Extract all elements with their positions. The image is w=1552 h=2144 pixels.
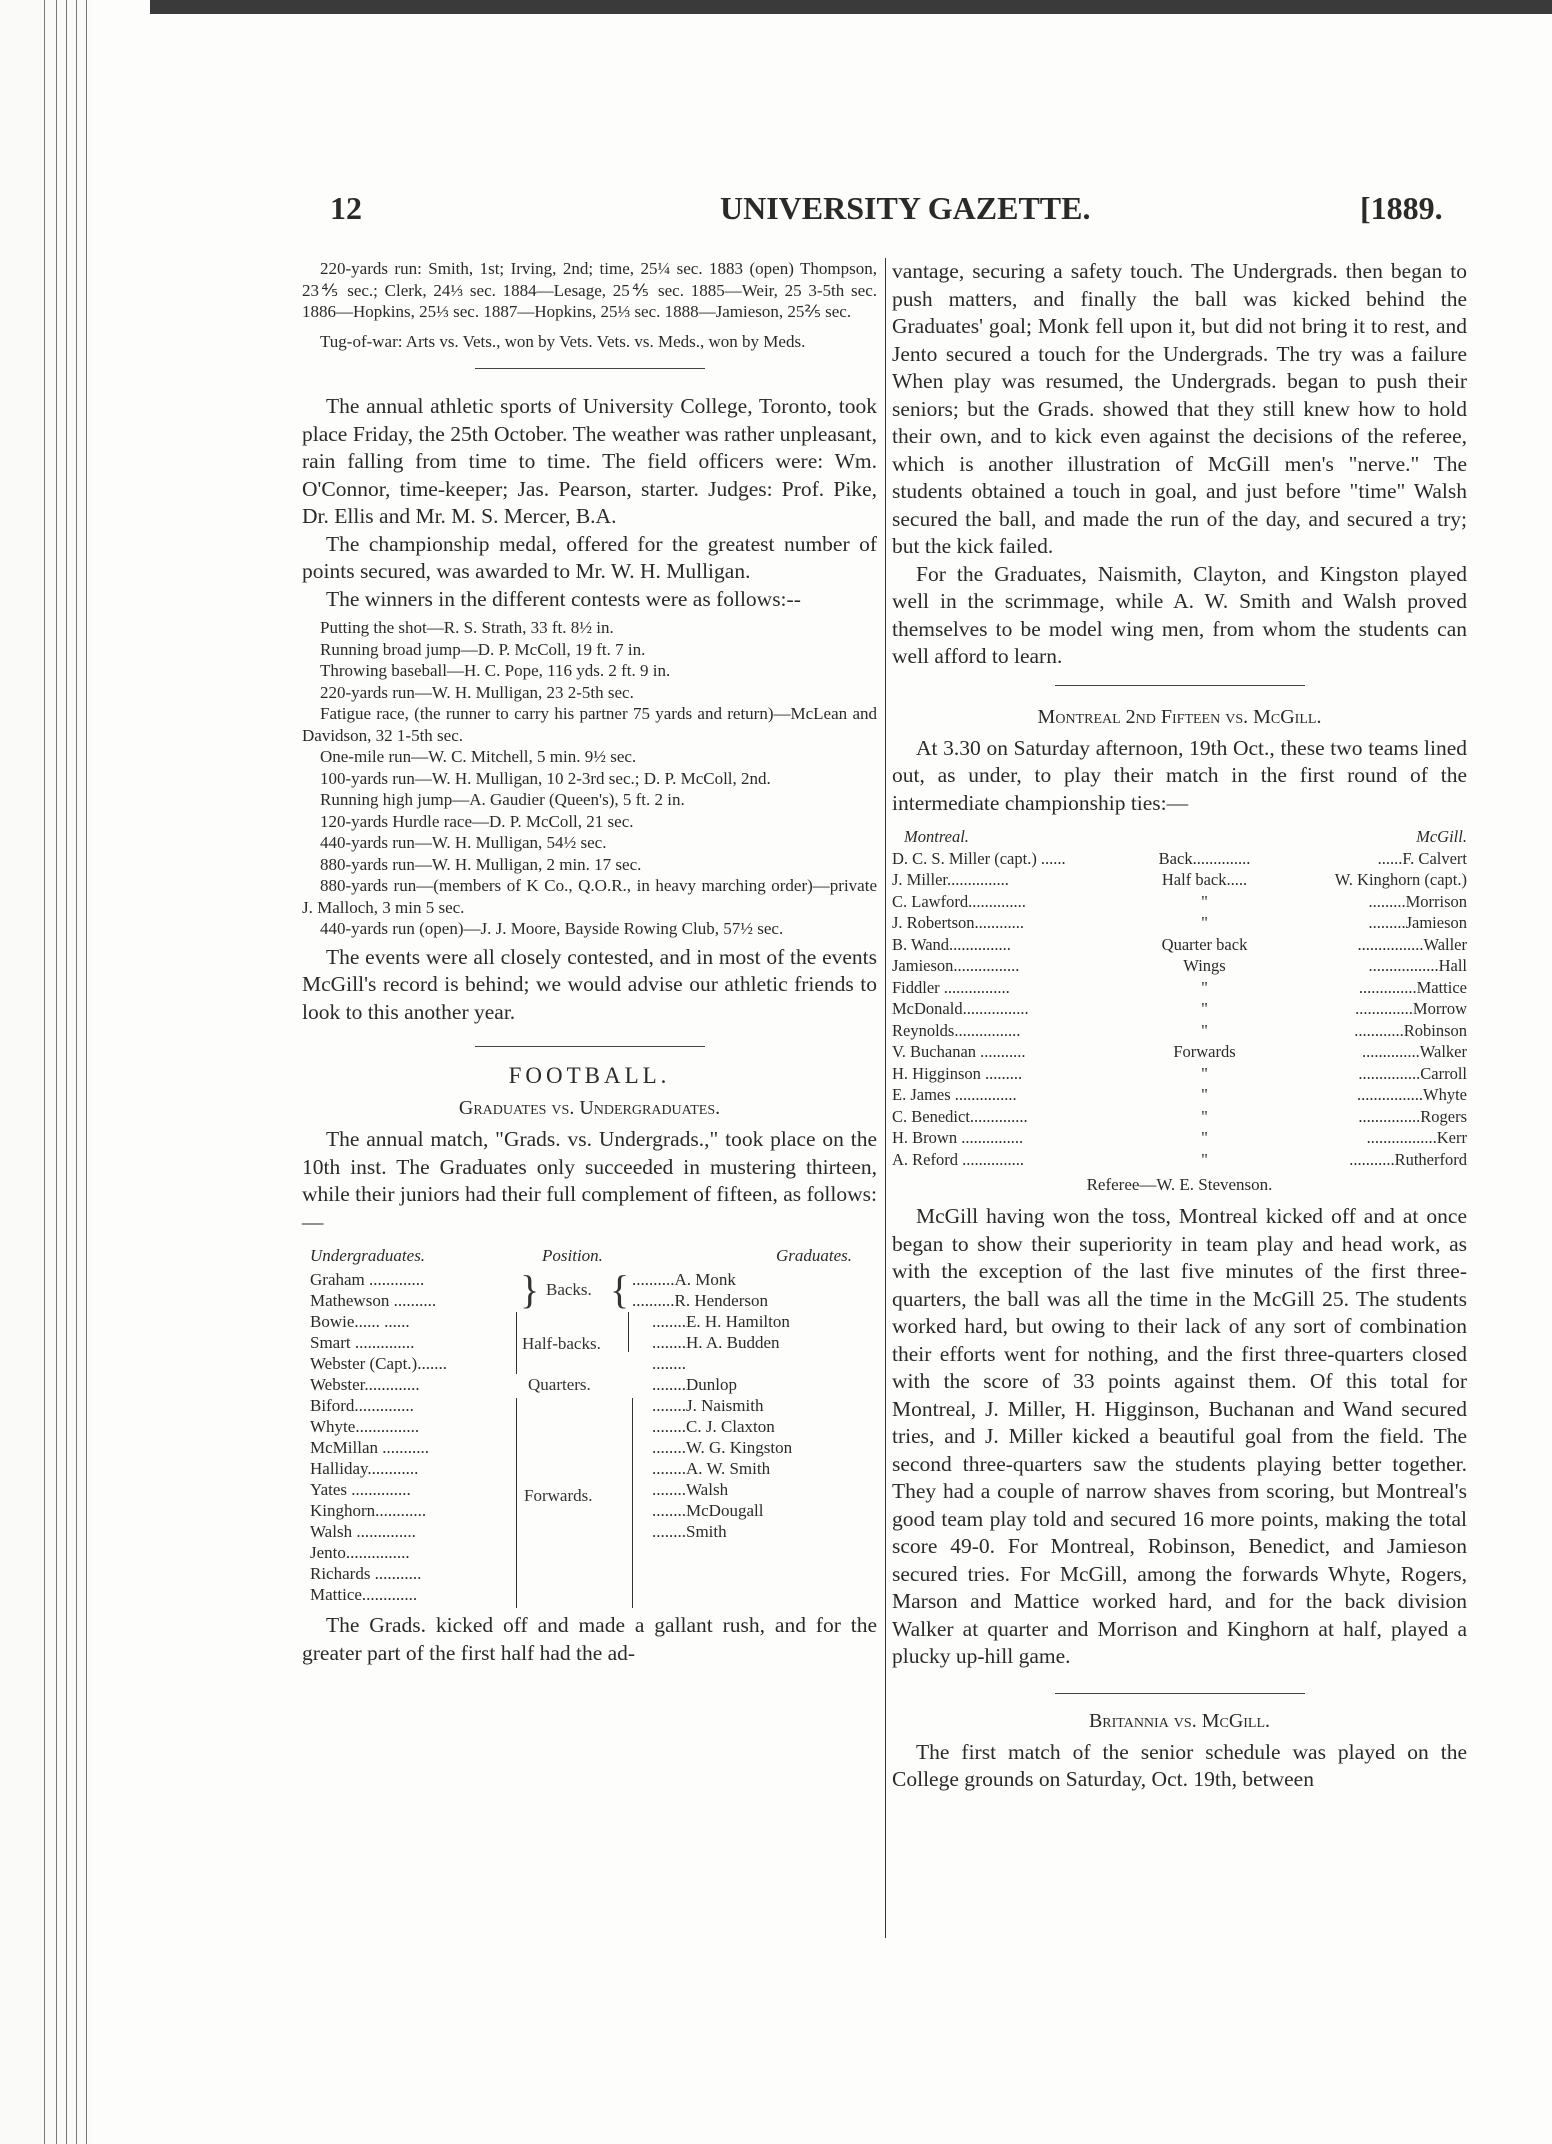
separator-rule <box>475 368 705 369</box>
montreal-intro-paragraph: At 3.30 on Saturday afternoon, 19th Oct., these two teams lined out, as under, to play their match in the first round of the intermediate championship ties:— <box>892 735 1467 815</box>
roster-graduate: ........Dunlop <box>652 1375 737 1394</box>
lineup-header-mcgill: McGill. <box>1416 827 1467 846</box>
grads-vs-undergrads-heading: Graduates vs. Undergraduates. <box>458 1097 721 1119</box>
lineup-montreal: D. C. S. Miller (capt.) ...... <box>892 848 1066 868</box>
brace-right <box>628 1312 637 1352</box>
brace-right: { <box>610 1267 630 1312</box>
lineup-position: " <box>1201 977 1208 997</box>
position-backs: Backs. <box>546 1280 592 1299</box>
position-forwards: Forwards. <box>524 1486 593 1505</box>
roster-undergrad: Smart .............. <box>310 1333 415 1352</box>
brace-left <box>508 1312 517 1374</box>
montreal-vs-mcgill-heading: Montreal 2nd Fifteen vs. McGill. <box>1037 705 1322 728</box>
roster-graduate: ........W. G. Kingston <box>652 1438 793 1457</box>
top-edge-shadow <box>150 0 1552 14</box>
header-year: [1889. <box>1360 190 1443 226</box>
lineup-position: " <box>1201 1149 1208 1169</box>
roster-graduate: ........C. J. Claxton <box>652 1417 775 1436</box>
column-divider <box>885 258 886 1938</box>
grads-praise-paragraph: For the Graduates, Naismith, Clayton, and Kingston played well in the scrimmage, while A. W. Smith and Walsh proved themselves to be model wing men, from whom the students can well afford to learn. <box>892 561 1467 668</box>
roster-undergrad: Halliday............ <box>310 1459 419 1478</box>
roster-undergrad: Mattice............. <box>310 1585 418 1604</box>
result-item: Running high jump—A. Gaudier (Queen's), 5 ft. 2 in. <box>320 790 685 809</box>
lineup-mcgill: .........Morrison <box>1368 891 1467 911</box>
roster-row <box>302 1354 877 1375</box>
championship-paragraph: The championship medal, offered for the greatest number of points secured, was awarded to Mr. W. H. Mulligan. <box>302 531 877 583</box>
lineup-mcgill: ...............Rogers <box>1358 1106 1467 1126</box>
roster-graduate: ..........R. Henderson <box>632 1291 768 1310</box>
lineup-row <box>892 1085 1467 1107</box>
result-item: 880-yards run—W. H. Mulligan, 2 min. 17 sec. <box>320 854 642 874</box>
lineup-position: " <box>1201 891 1208 911</box>
roster-row <box>302 1543 877 1564</box>
page-binding <box>0 0 92 2144</box>
roster-header-undergraduates: Undergraduates. <box>310 1246 426 1265</box>
kickoff-paragraph: The Grads. kicked off and made a gallant rush, and for the greater part of the first half had the ad- <box>302 1613 877 1665</box>
roster-undergrad: McMillan ........... <box>310 1438 429 1457</box>
lineup-row <box>892 892 1467 914</box>
lineup-montreal: C. Lawford.............. <box>892 891 1026 911</box>
lineup-mcgill: ...........Rutherford <box>1349 1149 1467 1169</box>
roster-undergrad: Bowie...... ...... <box>310 1312 410 1331</box>
lineup-row <box>892 935 1467 957</box>
roster-row <box>302 1522 877 1543</box>
lineup-position: Quarter back <box>1161 934 1248 954</box>
lineup-montreal: C. Benedict.............. <box>892 1106 1028 1126</box>
roster-graduate: ........Smith <box>652 1522 727 1541</box>
lineup-montreal: H. Higginson ......... <box>892 1063 1023 1083</box>
result-item: Fatigue race, (the runner to carry his partner 75 yards and return)—McLean and Davidson, 32 1-5th sec. <box>302 704 877 745</box>
roster-row <box>302 1438 877 1459</box>
brace-left: } <box>520 1267 540 1312</box>
roster-undergrad: Walsh .............. <box>310 1522 416 1541</box>
roster-row <box>302 1564 877 1585</box>
football-heading: FOOTBALL. <box>508 1063 671 1088</box>
result-item: 100-yards run—W. H. Mulligan, 10 2-3rd sec.; D. P. McColl, 2nd. <box>320 768 771 788</box>
roster-undergrad: Richards ........... <box>310 1564 422 1583</box>
roster-graduate: ........J. Naismith <box>652 1396 764 1415</box>
lineup-mcgill: ............Robinson <box>1354 1020 1467 1040</box>
lineup-mcgill: ................Waller <box>1357 934 1467 954</box>
lineup-mcgill: ..............Morrow <box>1355 999 1467 1018</box>
page-title: UNIVERSITY GAZETTE. <box>720 190 1091 226</box>
lineup-mcgill: .........Jamieson <box>1368 913 1467 932</box>
lineup-mcgill: ..............Walker <box>1362 1042 1467 1061</box>
closing-paragraph: The events were all closely contested, and in most of the events McGill's record is behind; we would advise our athletic friends to look to this another year. <box>302 944 877 1024</box>
roster-graduate: ........E. H. Hamilton <box>652 1312 790 1331</box>
roster-undergrad: Kinghorn............ <box>310 1501 427 1520</box>
roster-header-position: Position. <box>542 1246 603 1265</box>
lineup-montreal: H. Brown ............... <box>892 1128 1024 1147</box>
lineup-mcgill: W. Kinghorn (capt.) <box>1334 870 1467 889</box>
lineup-montreal: J. Miller............... <box>892 870 1009 889</box>
roster-undergrad: Whyte............... <box>310 1417 420 1436</box>
britannia-vs-mcgill-heading: Britannia vs. McGill. <box>1088 1709 1271 1732</box>
lineup-mcgill: ...............Carroll <box>1358 1063 1467 1083</box>
britannia-paragraph: The first match of the senior schedule was played on the College grounds on Saturday, Oct. 19th, between <box>892 1739 1467 1791</box>
lineup-mcgill: .................Kerr <box>1366 1128 1467 1147</box>
lineup-montreal: J. Robertson............ <box>892 913 1024 932</box>
result-item: 120-yards Hurdle race—D. P. McColl, 21 sec. <box>320 811 634 831</box>
result-item: Running broad jump—D. P. McColl, 19 ft. 7 in. <box>320 639 646 659</box>
left-column <box>302 258 877 1667</box>
lineup-position: Back.............. <box>1158 848 1251 868</box>
lineup-row <box>892 956 1467 978</box>
lineup-row <box>892 978 1467 1000</box>
lineup-position: " <box>1201 1063 1208 1083</box>
lineup-row <box>892 1128 1467 1150</box>
roster-row <box>302 1459 877 1480</box>
position-half-backs: Half-backs. <box>522 1334 601 1353</box>
lineup-montreal: Jamieson................ <box>892 956 1020 975</box>
page-header <box>330 190 1450 230</box>
roster-graduate: ..........A. Monk <box>632 1270 736 1289</box>
lineup-row <box>892 870 1467 892</box>
roster-row <box>302 1396 877 1417</box>
separator-rule <box>1055 1693 1305 1694</box>
roster-graduate: ........Walsh <box>652 1480 729 1499</box>
roster-header-graduates: Graduates. <box>776 1246 853 1265</box>
lineup-montreal: Reynolds................ <box>892 1020 1021 1040</box>
roster-undergrad: Mathewson .......... <box>310 1291 437 1310</box>
roster-row <box>302 1585 877 1606</box>
result-item: Throwing baseball—H. C. Pope, 116 yds. 2 ft. 9 in. <box>320 661 671 680</box>
lineup-row <box>892 1064 1467 1086</box>
right-column <box>892 258 1467 1794</box>
roster-graduate: ........ <box>652 1354 686 1373</box>
toronto-sports-paragraph: The annual athletic sports of University College, Toronto, took place Friday, the 25th October. The weather was rather unpleasant, rain falling from time to time. The field officers were: Wm. O'Connor, time-keeper; Jas. Pearson, starter. Judges: Prof. Pike, Dr. Ellis and Mr. M. S. Mercer, B.A. <box>302 394 877 528</box>
lineup-position: " <box>1201 1085 1208 1104</box>
roster-undergrad: Jento............... <box>310 1543 410 1562</box>
separator-rule <box>1055 685 1305 686</box>
roster-undergrad: Yates .............. <box>310 1480 411 1499</box>
lineup-montreal: McDonald................ <box>892 999 1029 1018</box>
grads-roster-table <box>302 1246 877 1610</box>
lineup-position: " <box>1201 1020 1208 1040</box>
lineup-position: Forwards <box>1173 1042 1236 1061</box>
roster-header-row <box>302 1246 877 1270</box>
roster-graduate: ........H. A. Budden <box>652 1333 780 1352</box>
lineup-position: " <box>1201 1106 1208 1126</box>
lineup-mcgill: .................Hall <box>1368 956 1467 975</box>
grads-match-intro: The annual match, "Grads. vs. Undergrads.," took place on the 10th inst. The Graduates only succeeded in mustering thirteen, while their juniors had their full complement of fifteen, as follows:— <box>302 1127 877 1234</box>
result-item: Putting the shot—R. S. Strath, 33 ft. 8½ in. <box>320 618 614 637</box>
roster-undergrad: Graham ............. <box>310 1270 425 1289</box>
brace-left <box>508 1398 517 1608</box>
lineup-row <box>892 1150 1467 1172</box>
results-list <box>302 617 877 940</box>
winners-intro-paragraph: The winners in the different contests were as follows:-- <box>326 586 801 611</box>
lineup-position: Half back..... <box>1161 870 1248 889</box>
result-item: 220-yards run—W. H. Mulligan, 23 2-5th sec. <box>320 682 634 702</box>
result-item: One-mile run—W. C. Mitchell, 5 min. 9½ sec. <box>320 747 637 766</box>
lineup-row <box>892 1042 1467 1064</box>
page-number: 12 <box>330 190 362 226</box>
roster-row <box>302 1417 877 1438</box>
roster-graduate: ........McDougall <box>652 1501 764 1520</box>
referee-line: Referee—W. E. Stevenson. <box>1086 1175 1273 1194</box>
grads-match-continuation: vantage, securing a safety touch. The Undergrads. then began to push matters, and finally the ball was kicked behind the Graduates' goal; Monk fell upon it, but did not bring it to rest, and Jento secured a touch for the Undergrads. The try was a failure When play was resumed, the Undergrads. began to push their seniors; but the Grads. showed that they still knew how to hold their own, and to kick even against the decisions of the referee, which is another illustration of McGill men's "nerve." The students obtained a touch in goal, and just before "time" Walsh secured the ball, and made the run of the day, and secured a try; but the kick failed. <box>892 259 1467 558</box>
result-item: 440-yards run (open)—J. J. Moore, Bayside Rowing Club, 57½ sec. <box>320 919 784 938</box>
result-item: 440-yards run—W. H. Mulligan, 54½ sec. <box>320 833 607 852</box>
lineup-montreal: A. Reford ............... <box>892 1149 1024 1169</box>
lineup-row <box>892 1107 1467 1129</box>
brace-right <box>632 1398 641 1608</box>
lineup-row <box>892 1021 1467 1043</box>
roster-undergrad: Webster (Capt.)....... <box>310 1354 447 1373</box>
lineup-position: Wings <box>1183 956 1226 975</box>
lineup-row <box>892 849 1467 871</box>
lineup-row <box>892 913 1467 935</box>
lineup-montreal: B. Wand............... <box>892 934 1011 954</box>
records-paragraph: 220-yards run: Smith, 1st; Irving, 2nd; time, 25¼ sec. 1883 (open) Thompson, 23⅘ sec.; Clerk, 24⅓ sec. 1884—Lesage, 25⅘ sec. 1885—Weir, 25 3-5th sec. 1886—Hopkins, 25⅓ sec. 1887—Hopkins, 25⅓ sec. 1888—Jamieson, 25⅖ sec. <box>302 259 877 321</box>
lineup-row <box>892 999 1467 1021</box>
lineup-montreal: V. Buchanan ........... <box>892 1042 1026 1061</box>
separator-rule <box>475 1046 705 1047</box>
roster-row <box>302 1312 877 1333</box>
lineup-montreal: E. James ............... <box>892 1085 1017 1104</box>
montreal-match-paragraph: McGill having won the toss, Montreal kicked off and at once began to show their superiority in team play and head work, as with the exception of the last five minutes of the first three-quarters, the ball was all the time in the McGill 25. The students worked hard, but owing to their lack of any sort of combination their efforts went for nothing, and the first three-quarters closed with the score of 33 points against them. Of this total for Montreal, J. Miller, H. Higginson, Buchanan and Wand secured tries, and J. Miller kicked a beautiful goal from the field. The second three-quarters saw the students playing better together. They had a couple of narrow shaves from scoring, but Montreal's good team play told and secured 16 more points, making the total score 49-0. For Montreal, Robinson, Benedict, and Jamieson secured tries. For McGill, among the forwards Whyte, Rogers, Marson and Mattice worked hard, and for the back division Walker at quarter and Morrison and Kinghorn at half, played a plucky up-hill game. <box>892 1204 1467 1668</box>
position-quarters: Quarters. <box>528 1375 591 1394</box>
result-item: 880-yards run—(members of K Co., Q.O.R., in heavy marching order)—private J. Malloch, 3 min 5 sec. <box>302 876 877 917</box>
montreal-lineup-table <box>892 827 1467 1171</box>
roster-undergrad: Webster............. <box>310 1375 420 1394</box>
tug-of-war-paragraph: Tug-of-war: Arts vs. Vets., won by Vets. Vets. vs. Meds., won by Meds. <box>320 331 806 351</box>
lineup-header-montreal: Montreal. <box>904 827 969 846</box>
lineup-mcgill: ......F. Calvert <box>1377 848 1467 868</box>
lineup-mcgill: ................Whyte <box>1357 1085 1467 1104</box>
lineup-mcgill: ..............Mattice <box>1358 977 1467 997</box>
roster-undergrad: Biford.............. <box>310 1396 414 1415</box>
lineup-montreal: Fiddler ................ <box>892 977 1010 997</box>
lineup-header-row <box>892 827 1467 849</box>
lineup-position: " <box>1201 999 1208 1018</box>
roster-graduate: ........A. W. Smith <box>652 1459 771 1478</box>
lineup-position: " <box>1201 1128 1208 1147</box>
lineup-position: " <box>1201 913 1208 932</box>
